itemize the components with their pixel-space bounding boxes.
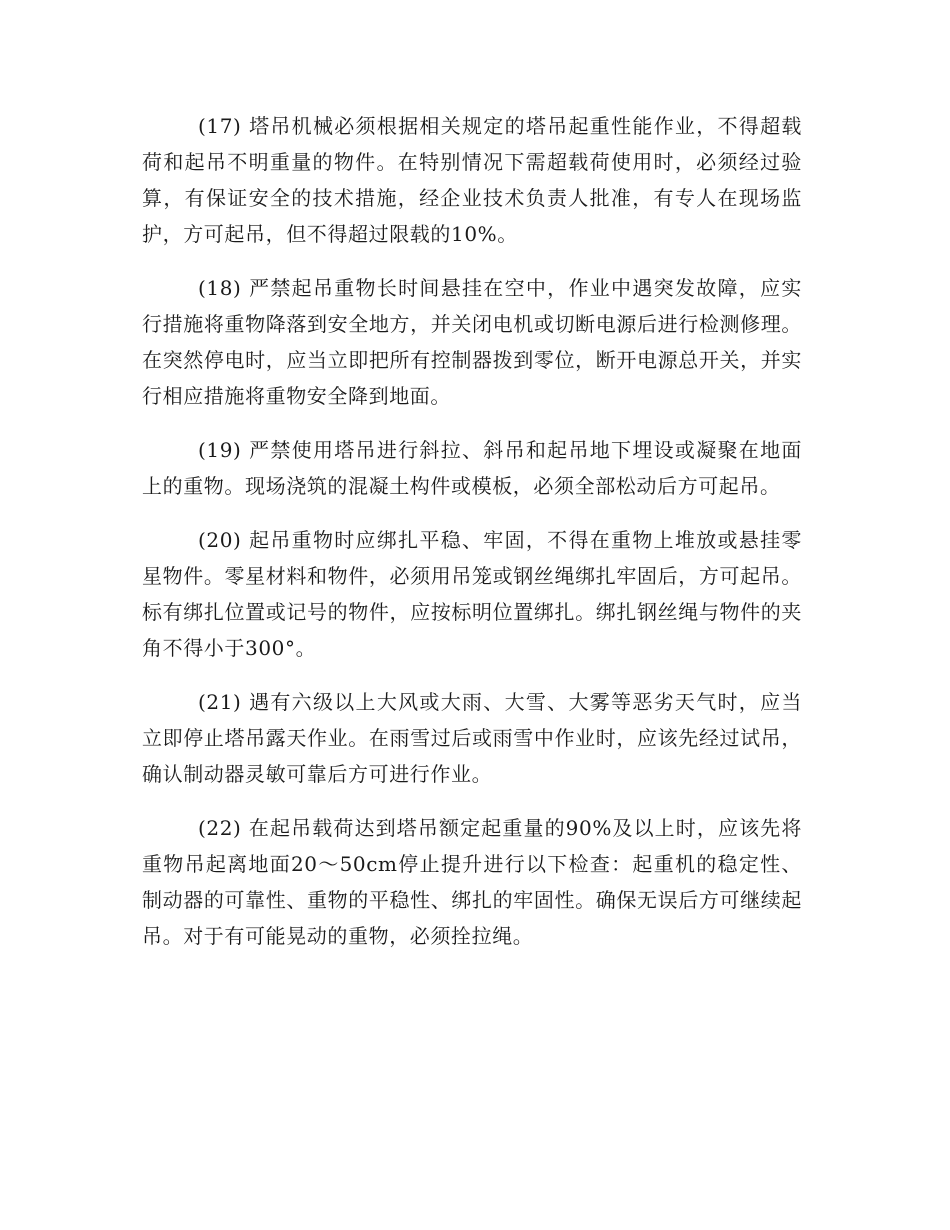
paragraph-21: (21) 遇有六级以上大风或大雨、大雪、大雾等恶劣天气时，应当立即停止塔吊露天作业。在雨雪过后或雨雪中作业时，应该先经过试吊，确认制动器灵敏可靠后方可进行作业。 bbox=[142, 690, 802, 786]
paragraph-20: (20) 起吊重物时应绑扎平稳、牢固，不得在重物上堆放或悬挂零星物件。零星材料和物件，必须用吊笼或钢丝绳绑扎牢固后，方可起吊。标有绑扎位置或记号的物件，应按标明位置绑扎。绑扎钢丝绳与物件的夹角不得小于300°。 bbox=[142, 528, 802, 660]
paragraph-22: (22) 在起吊载荷达到塔吊额定起重量的90%及以上时，应该先将重物吊起离地面20～50cm停止提升进行以下检查：起重机的稳定性、制动器的可靠性、重物的平稳性、绑扎的牢固性。确保无误后方可继续起吊。对于有可能晃动的重物，必须拴拉绳。 bbox=[142, 816, 802, 948]
paragraph-17: (17) 塔吊机械必须根据相关规定的塔吊起重性能作业，不得超载荷和起吊不明重量的物件。在特别情况下需超载荷使用时，必须经过验算，有保证安全的技术措施，经企业技术负责人批准，有专人在现场监护，方可起吊，但不得超过限载的10%。 bbox=[142, 114, 802, 246]
document-body bbox=[142, 108, 802, 972]
paragraph-18: (18) 严禁起吊重物长时间悬挂在空中，作业中遇突发故障，应实行措施将重物降落到安全地方，并关闭电机或切断电源后进行检测修理。在突然停电时，应当立即把所有控制器拨到零位，断开电源总开关，并实行相应措施将重物安全降到地面。 bbox=[142, 276, 802, 408]
paragraph-19: (19) 严禁使用塔吊进行斜拉、斜吊和起吊地下埋设或凝聚在地面上的重物。现场浇筑的混凝土构件或模板，必须全部松动后方可起吊。 bbox=[142, 438, 802, 498]
